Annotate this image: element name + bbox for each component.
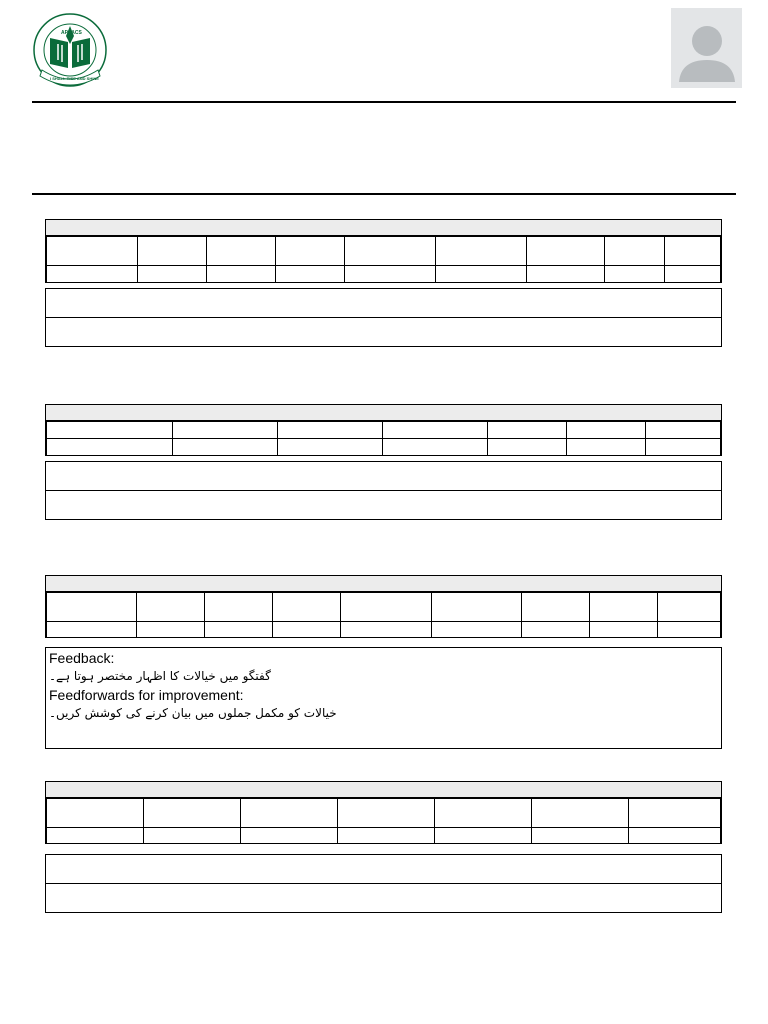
section-1-note-row[interactable] (46, 289, 721, 318)
section-2-note-row[interactable] (46, 491, 721, 520)
feedback-text: گفتگو میں خیالات کا اظہار مختصر ہوتا ہے۔ (49, 669, 271, 683)
profile-photo-placeholder[interactable] (671, 8, 742, 88)
section-4-note-row[interactable] (46, 855, 721, 884)
user-placeholder-icon (671, 8, 742, 88)
section-4-header-row (47, 799, 721, 828)
feedback-label: Feedback: (49, 650, 115, 666)
section-4-note-row[interactable] (46, 884, 721, 913)
section-2-header-row (47, 422, 721, 439)
section-2-table (45, 404, 722, 456)
section-2-header (46, 405, 721, 421)
section-1-header (46, 220, 721, 236)
logo-motto: I SHALL RISE AND SHINE (50, 76, 99, 81)
header-rule-top (32, 101, 736, 103)
section-4-value-row (47, 828, 721, 844)
section-4-notes (45, 854, 722, 913)
section-2-note-row[interactable] (46, 462, 721, 491)
section-1-header-row (47, 237, 721, 266)
section-3-value-row (47, 622, 721, 638)
section-3-table (45, 575, 722, 638)
feedforward-text: خیالات کو مکمل جملوں میں بیان کرنے کی کوشش کریں۔ (49, 706, 337, 720)
section-1-value-row (47, 266, 721, 283)
feedback-box[interactable] (45, 647, 722, 749)
section-4-header (46, 782, 721, 798)
section-1-note-row[interactable] (46, 318, 721, 347)
section-4-table (45, 781, 722, 844)
logo-abbr: APSACS (61, 30, 82, 36)
logo-arc-text (28, 12, 29, 13)
section-2-notes (45, 461, 722, 520)
section-1-table (45, 219, 722, 283)
section-3-header-row (47, 593, 721, 622)
section-3-header (46, 576, 721, 592)
apsacs-logo (28, 12, 112, 92)
section-2-value-row (47, 439, 721, 456)
header-rule-bottom (32, 193, 736, 195)
section-1-notes (45, 288, 722, 347)
feedforward-label: Feedforwards for improvement: (49, 687, 244, 703)
